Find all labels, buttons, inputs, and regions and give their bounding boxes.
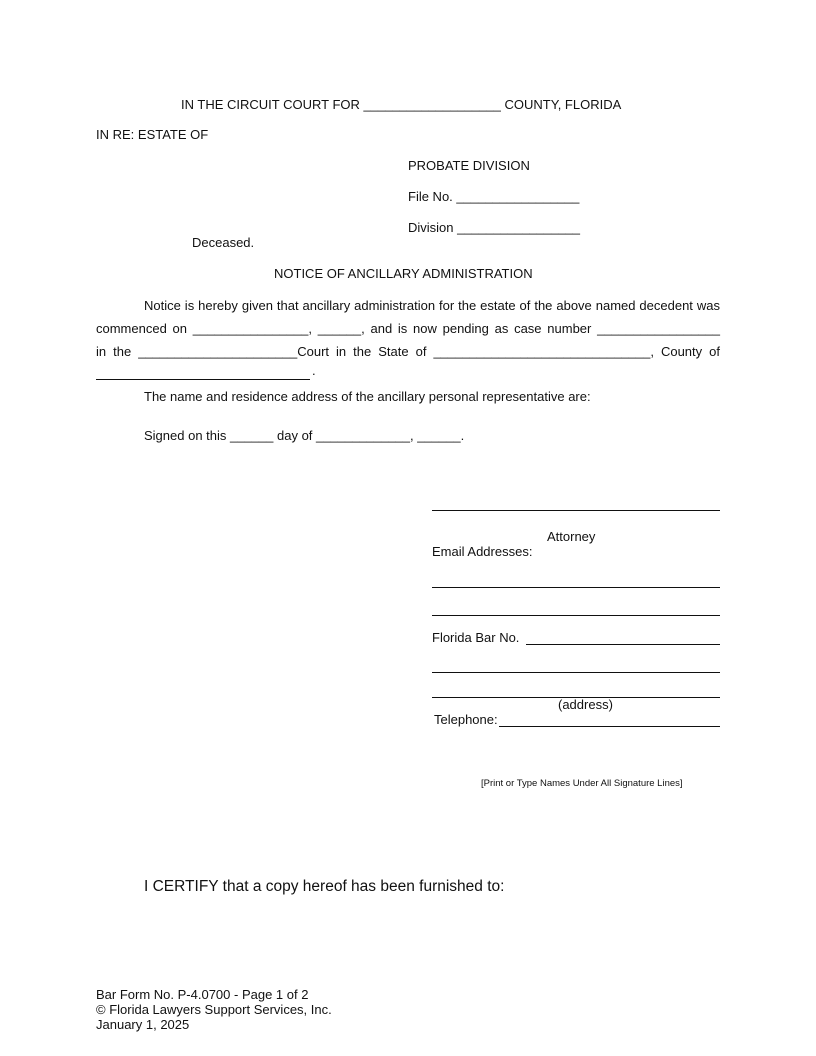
county-line-period: .	[312, 363, 316, 378]
address-line-1	[432, 672, 720, 673]
email-line-2	[432, 615, 720, 616]
signed-on-line: Signed on this ______ day of _____________, ______.	[144, 428, 465, 443]
attorney-signature-line	[432, 510, 720, 511]
in-re-estate-label: IN RE: ESTATE OF	[96, 127, 209, 142]
county-underline	[96, 379, 310, 380]
footer-copyright: © Florida Lawyers Support Services, Inc.	[96, 1002, 332, 1017]
attorney-label: Attorney	[547, 529, 596, 544]
print-names-note: [Print or Type Names Under All Signature Lines]	[481, 778, 683, 789]
representative-address-statement: The name and residence address of the ancillary personal representative are:	[144, 389, 591, 404]
telephone-label: Telephone:	[434, 712, 498, 727]
email-addresses-label: Email Addresses:	[432, 544, 533, 559]
probate-division-label: PROBATE DIVISION	[408, 158, 530, 173]
florida-bar-no-label: Florida Bar No.	[432, 630, 520, 645]
footer-date: January 1, 2025	[96, 1017, 190, 1032]
file-number-field: File No. _________________	[408, 189, 580, 204]
address-label: (address)	[558, 697, 613, 712]
notice-paragraph-line-1	[96, 294, 720, 317]
notice-paragraph-line-3: in the ______________________Court in the State of ______________________________, County of	[96, 344, 720, 359]
notice-paragraph-line-2: commenced on ________________, ______, and is now pending as case number _________________	[96, 321, 720, 336]
telephone-line	[499, 726, 720, 727]
deceased-label: Deceased.	[192, 235, 255, 250]
florida-bar-no-line	[526, 644, 720, 645]
notice-line-1-text: Notice is hereby given that ancillary administration for the estate of the above named decedent was	[144, 298, 720, 313]
footer-form-number: Bar Form No. P-4.0700 - Page 1 of 2	[96, 987, 309, 1002]
court-heading: IN THE CIRCUIT COURT FOR ___________________ COUNTY, FLORIDA	[181, 97, 622, 112]
certify-statement: I CERTIFY that a copy hereof has been furnished to:	[144, 878, 505, 895]
email-line-1	[432, 587, 720, 588]
document-title: NOTICE OF ANCILLARY ADMINISTRATION	[274, 266, 533, 281]
division-field: Division _________________	[408, 220, 581, 235]
